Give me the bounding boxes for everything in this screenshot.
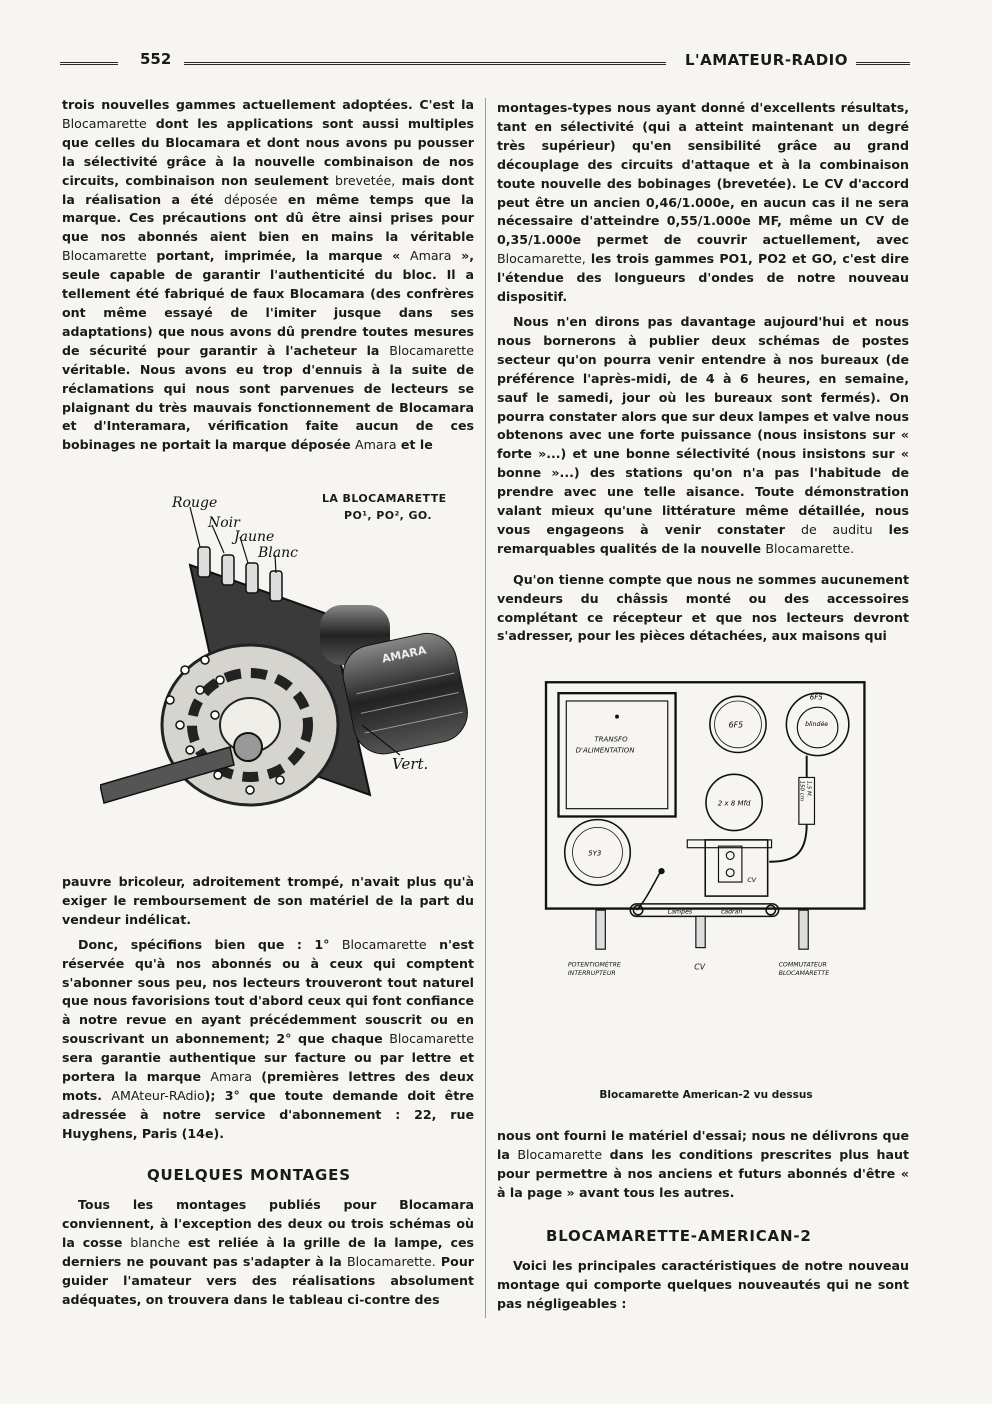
tuning-capacitor-bracket <box>705 840 767 896</box>
header-rule-left <box>60 62 118 65</box>
american-2-chassis-diagram <box>497 676 915 996</box>
label-noir: Noir <box>208 515 240 531</box>
label-5y3: 5Y3 <box>588 848 602 858</box>
text-run: les remarquables qualités de la nouvelle <box>497 521 909 556</box>
label-cadran: cadran <box>720 908 743 916</box>
text-run: Pour guider l'amateur vers des réalisations absolument adéquates, on trouvera dans le tableau ci-contre des <box>62 1253 474 1307</box>
left-column-end <box>62 1196 474 1315</box>
header-rule-right <box>856 62 910 65</box>
right-paragraph-1 <box>497 99 909 307</box>
dial-rail <box>630 904 778 916</box>
text-run-light: Blocamarette <box>62 115 147 131</box>
text-run-light: Blocamarette. <box>765 540 855 556</box>
left-paragraph-2: pauvre bricoleur, adroitement trompé, n'avait plus qu'à exiger le remboursement de son matériel de la part du vendeur indélicat. <box>62 874 474 927</box>
text-run: », seule capable de garantir l'authenticité du bloc. Il a tellement été fabriqué de faux Blocamara (des confrères ont même essayé de l'imiter jusque dans ses adaptations) que nous avons dû prendre toutes mesures de sécurité pour garantir à l'acheteur la <box>62 248 474 358</box>
text-run: est reliée à la grille de la lampe, ces derniers ne pouvant pas s'adapter à la <box>62 1234 474 1269</box>
text-run: ); 3° que toute demande doit être adressée à notre service d'abonnement : 22, rue Huyghens, Paris (14e). <box>62 1087 474 1141</box>
figure1-caption-bands: PO¹, PO², GO. <box>344 509 432 522</box>
brand-marking: AMARA <box>380 643 428 666</box>
label-6f5-a: 6F5 <box>728 720 744 730</box>
left-column-top <box>62 96 474 461</box>
text-run: Tous les montages publiés pour Blocamara conviennent, à l'exception des deux ou trois schémas où la cosse <box>62 1197 474 1250</box>
text-run-light: blanche <box>130 1234 181 1250</box>
label-lampes: Lampes <box>667 908 693 916</box>
figure2-caption: Blocamarette American-2 vu dessus <box>599 1089 813 1101</box>
text-run: portant, imprimée, la marque « <box>146 248 410 264</box>
label-blocamarette: BLOCAMARETTE <box>778 969 830 977</box>
text-run-light: Blocamarette <box>389 342 474 358</box>
text-run: dont les applications sont aussi multiples que celles du Blocamara et dont nous avons pu pousser la sélectivité grâce à la nouvelle combinaison de nos circuits, combinaison non seulement <box>62 115 474 188</box>
text-run: montages-types nous ayant donné d'excellents résultats, tant en sélectivité (qui a atteint maintenant un degré très supérieur) qu'en sensibilité grâce au grand découplage des circuits d'attaque et à la combinaison toute nouvelle des bobinages (brevetée). Le CV d'accord peut être un ancien 0,46/1.000e, en aucun cas il ne sera nécessaire d'atteindre 0,55/1.000e MF, même un CV de 0,35/1.000e permet de couvrir actuellement, avec <box>497 100 909 248</box>
left-paragraph-3 <box>62 936 474 1144</box>
text-run-light: de auditu <box>801 521 873 537</box>
text-run: les trois gammes PO1, PO2 et GO, c'est dire l'étendue des longueurs d'ondes de notre nouveau dispositif. <box>497 251 909 305</box>
right-column-end <box>497 1257 909 1320</box>
text-run: trois nouvelles gammes actuellement adoptées. C'est la <box>62 97 474 112</box>
text-run: Nous n'en dirons pas davantage aujourd'hui et nous nous bornerons à publier deux schémas de postes secteur qu'on pourra venir entendre à nos bureaux (de préférence l'après-midi, de 4 à 6 heures, en semaine, sauf le samedi, jour où les bureaux sont fermés). On pourra constater alors que sur deux lampes et valve nous obtenons avec une forte puissance (nous insistons sur « forte »...) et une bonne sélectivité (nous insistons sur « bonne »...) des stations qu'on n'a pas l'habitude de prendre avec une telle aisance. Toute démonstration valant mieux qu'une littérature même détaillée, nous vous engageons à venir constater <box>497 313 909 537</box>
label-cv-bottom: CV <box>694 962 706 972</box>
right-paragraph-2 <box>497 313 909 559</box>
label-commutateur: COMMUTATEUR <box>778 961 827 969</box>
label-rouge: Rouge <box>172 495 218 511</box>
text-run: sera garantie authentique sur facture ou par lettre et portera la marque <box>62 1050 474 1085</box>
text-run: (premières lettres des deux mots. <box>62 1069 474 1103</box>
label-potentiometre: POTENTIOMÈTRE <box>567 961 621 969</box>
potentiometer-shaft <box>596 910 605 949</box>
label-vert: Vert. <box>392 755 429 773</box>
text-run: mais dont la réalisation a été <box>62 172 475 207</box>
label-blindee: blindée <box>805 720 829 728</box>
label-cv-small: CV <box>747 877 756 885</box>
text-run-light: Blocamarette <box>389 1031 474 1047</box>
left-paragraph-1 <box>62 96 474 455</box>
left-column-bottom <box>62 873 474 1150</box>
text-run-light: Amara <box>355 437 397 453</box>
right-paragraph-5: Voici les principales caractéristiques de notre nouveau montage qui comporte quelques nouveautés qui ne sont pas négligeables : <box>497 1258 909 1311</box>
text-run: en même temps que la marque. Ces précautions ont dû être ainsi prises pour que nos abonnés aient bien en mains la véritable <box>62 191 474 245</box>
power-transformer <box>558 693 675 816</box>
text-run-light: Amara <box>409 248 452 264</box>
cv-shaft <box>696 916 705 947</box>
blocamarette-illustration <box>100 485 480 865</box>
text-run-light: Amara <box>210 1069 252 1085</box>
text-run: et le <box>396 437 433 453</box>
text-run: nous ont fourni le matériel d'essai; nous ne délivrons que la <box>497 1128 909 1162</box>
label-2x8mfd: 2 x 8 Mfd <box>717 798 751 808</box>
label-alimentation: D'ALIMENTATION <box>575 745 635 755</box>
text-run: Donc, spécifions bien que : 1° <box>78 936 342 952</box>
text-run-light: Blocamarette. <box>346 1253 436 1269</box>
label-1-5m: 1,5 M. <box>805 780 812 798</box>
text-run: dans les conditions prescrites plus haut pour permettre à nos anciens et futurs abonnés d'être « à la page » avant tous les autres. <box>497 1146 909 1200</box>
text-run-light: Blocamarette <box>517 1146 603 1162</box>
left-paragraph-4 <box>62 1196 474 1309</box>
right-paragraph-4 <box>497 1127 909 1203</box>
label-interrupteur: INTERRUPTEUR <box>567 969 616 977</box>
text-run: n'est réservée qu'à nos abonnés ou à ceux qui comptent s'abonner sous peu, nos lecteurs trouveront tout naturel que nous favorisions tout d'abord ceux qui font confiance à notre revue en ayant précédemment souscrit ou en souscrivant un abonnement; 2° que chaque <box>62 936 474 1047</box>
text-run-light: Blocamarette, <box>497 251 586 267</box>
label-6f5-b: 6F5 <box>809 692 823 702</box>
text-run-light: brevetée, <box>334 172 396 188</box>
column-divider <box>485 98 486 1318</box>
commutator-shaft <box>799 910 808 949</box>
label-jaune: Jaune <box>234 529 275 545</box>
journal-title: L'AMATEUR-RADIO <box>684 51 848 69</box>
text-run-light: AMAteur-RAdio <box>111 1087 205 1103</box>
text-run: véritable. Nous avons eu trop d'ennuis à la suite de réclamations qui nous sont parvenues de lecteurs se plaignant du très mauvais fonctionnement de Blocamara et d'Interamara, vérification faite aucun de ces bobinages ne portait la marque déposée <box>62 361 474 453</box>
right-column-bottom <box>497 1127 909 1209</box>
text-run-light: Blocamarette <box>341 936 427 952</box>
label-150cm: 150 cm <box>798 780 805 802</box>
label-blanc: Blanc <box>258 545 298 561</box>
label-transfo: TRANSFO <box>594 734 628 744</box>
text-run-light: Blocamarette <box>62 248 147 264</box>
figure1-caption-title: LA BLOCAMARETTE <box>322 492 447 505</box>
page-header <box>60 48 910 78</box>
text-run-light: déposée <box>223 191 278 207</box>
right-paragraph-3: Qu'on tienne compte que nous ne sommes aucunement vendeurs du châssis monté ou des accessoires complétant ce récepteur et que nos lecteurs devront s'adresser, pour les pièces détachées, aux maisons qui <box>497 571 909 644</box>
section-heading-quelques-montages: QUELQUES MONTAGES <box>147 1166 351 1184</box>
section-heading-american-2: BLOCAMARETTE-AMERICAN-2 <box>546 1227 812 1245</box>
right-column-top <box>497 99 909 652</box>
header-rule-middle <box>184 62 666 65</box>
page-number: 552 <box>140 50 172 68</box>
